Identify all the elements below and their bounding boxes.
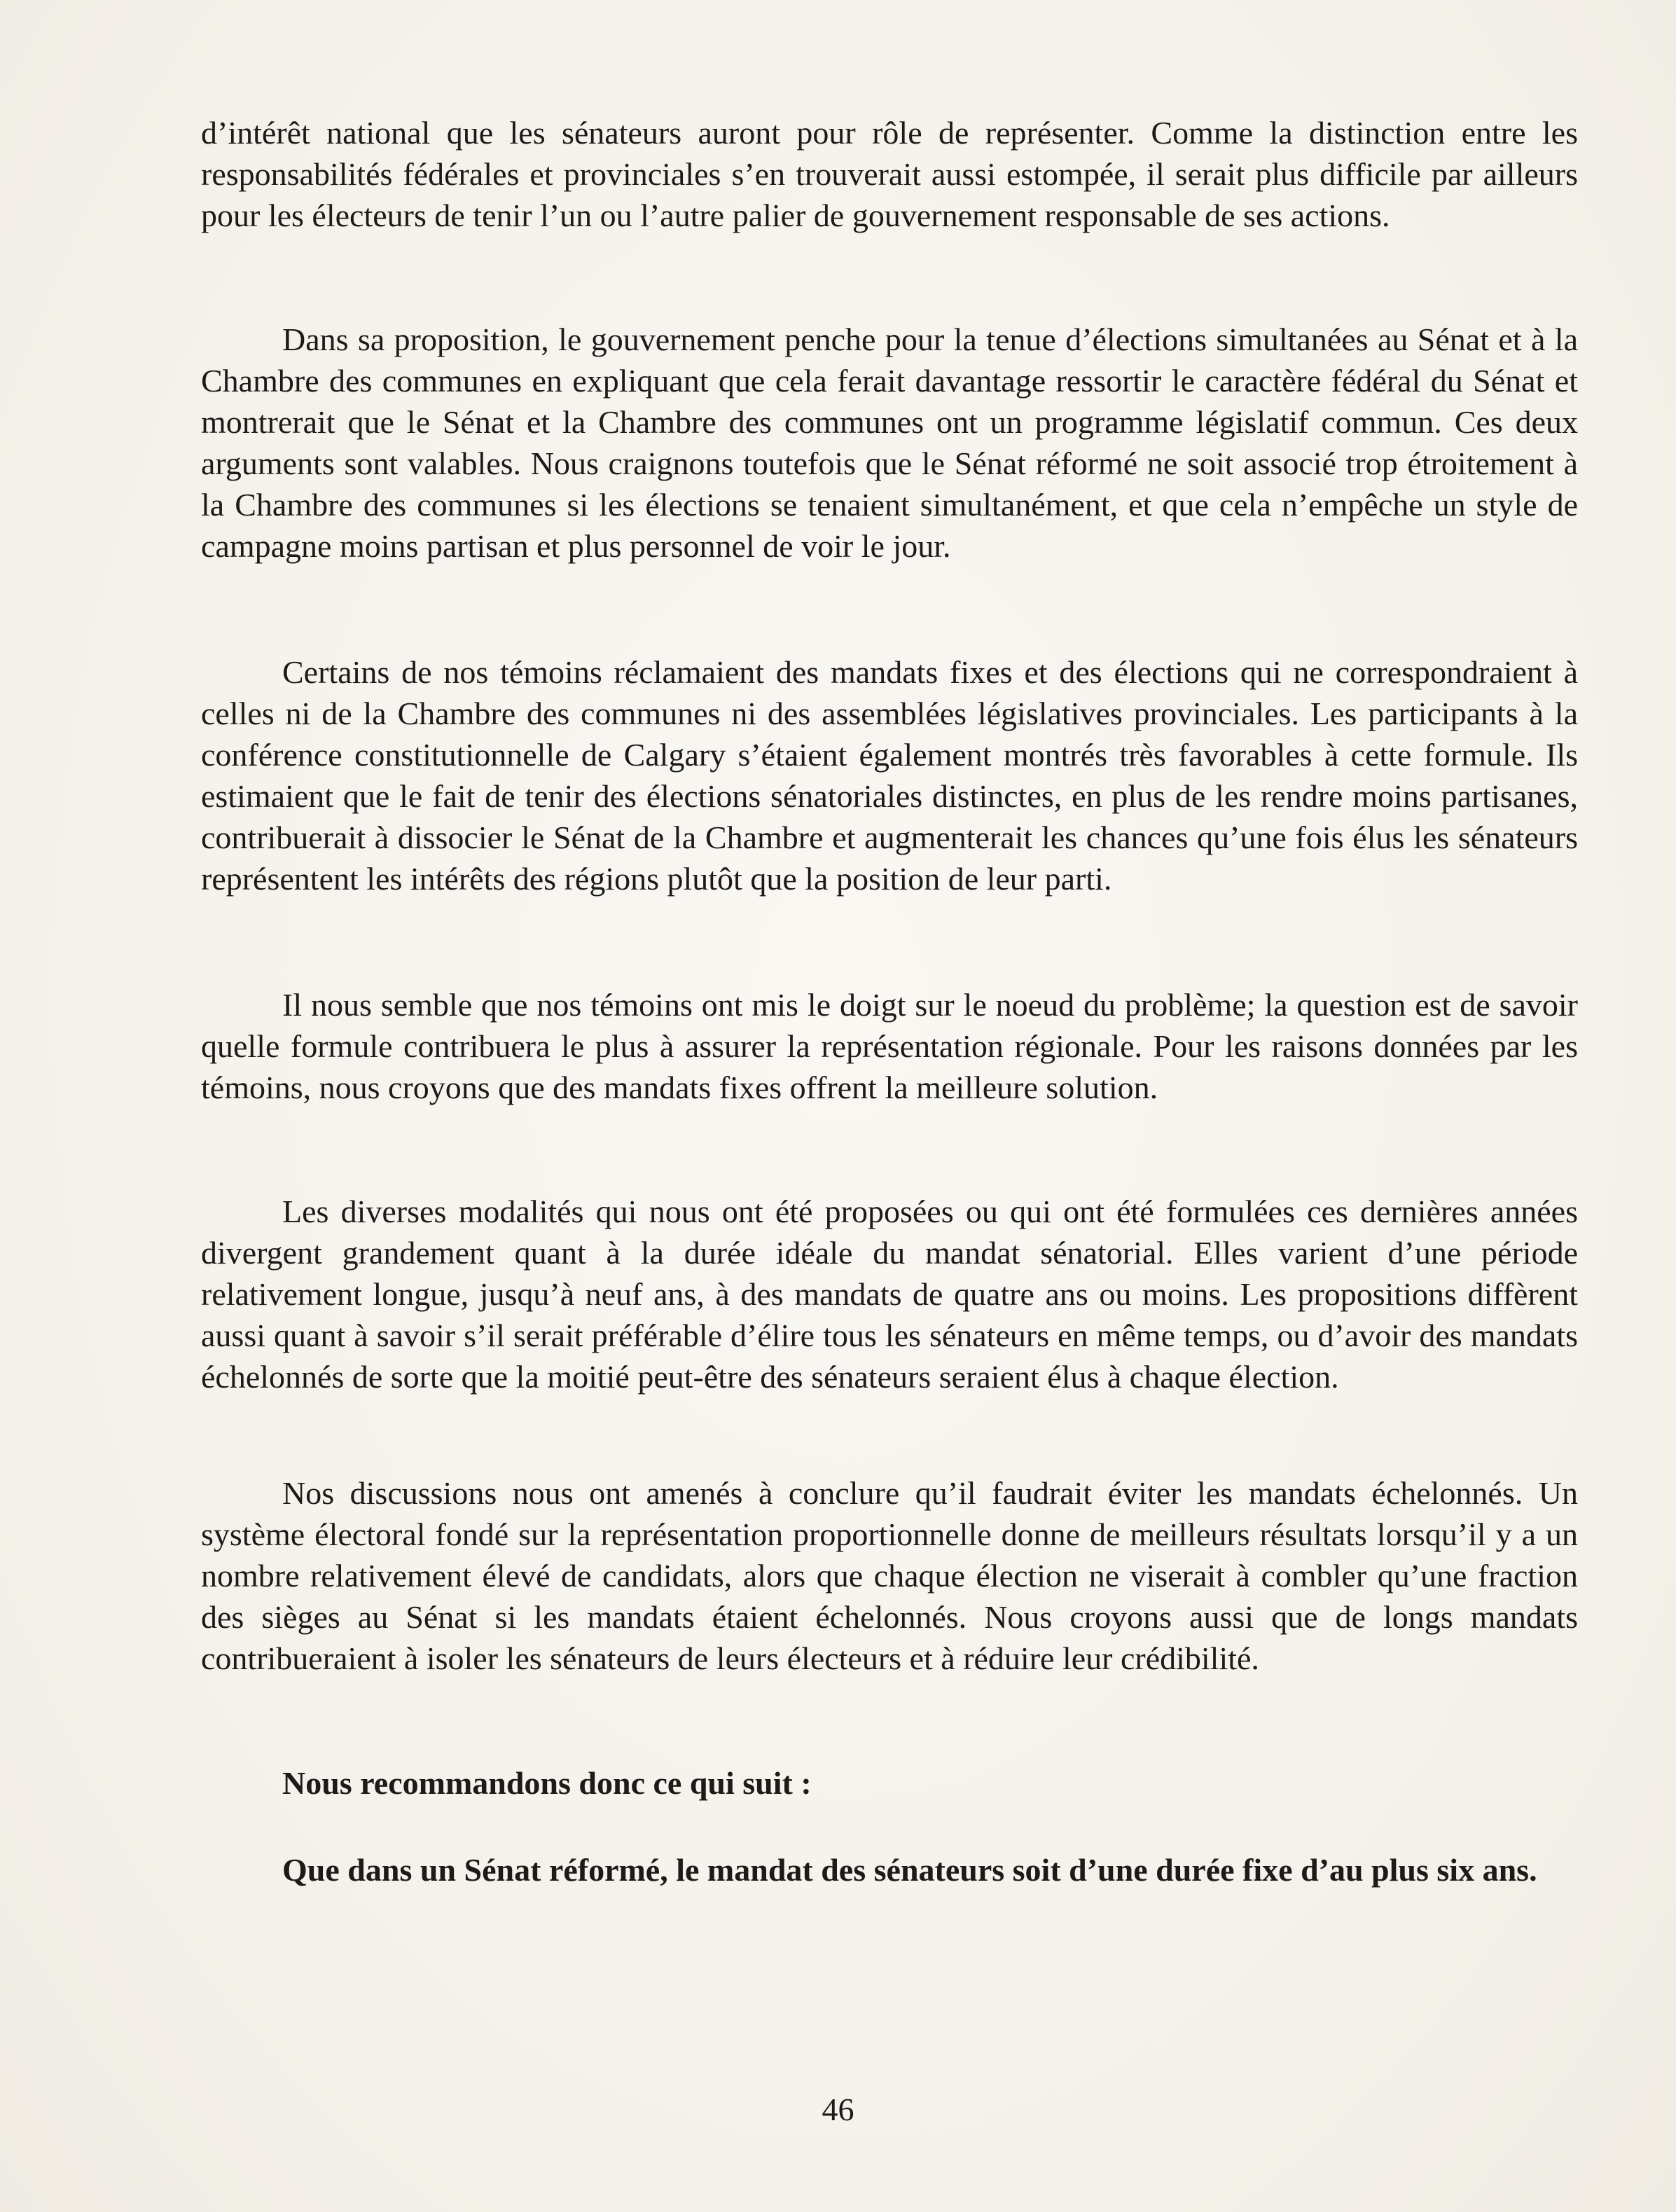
paragraph-2: Dans sa proposition, le gouvernement penche pour la tenue d’élections simultanées au Sénat et à la Chambre des communes en expliquant que cela ferait davantage ressortir le caractère fédéral du Sénat et montrerait que le Sénat et la Chambre des communes ont un programme législatif commun. Ces deux arguments sont valables. Nous craignons toutefois que le Sénat réformé ne soit associé trop étroitement à la Chambre des communes si les élections se tenaient simultanément, et que cela n’empêche un style de campagne moins partisan et plus personnel de voir le jour.	[201, 322, 1578, 564]
paragraph-4: Il nous semble que nos témoins ont mis le doigt sur le noeud du problème; la question est de savoir quelle formule contribuera le plus à assurer la représentation régionale. Pour les raisons données par les témoins, nous croyons que des mandats fixes offrent la meilleure solution.	[201, 987, 1578, 1105]
paragraph-6: Nos discussions nous ont amenés à conclure qu’il faudrait éviter les mandats échelonnés. Un système électoral fondé sur la représentation proportionnelle donne de meilleurs résultats lorsqu’il y a un nombre relativement élevé de candidats, alors que chaque élection ne viserait à combler qu’une fraction des sièges au Sénat si les mandats étaient échelonnés. Nous croyons aussi que de longs mandats contribueraient à isoler les sénateurs de leurs électeurs et à réduire leur crédibilité.	[201, 1475, 1578, 1676]
page-number: 46	[822, 2092, 854, 2127]
paragraph-1: d’intérêt national que les sénateurs auront pour rôle de représenter. Comme la distinction entre les responsabilités fédérales et provinciales s’en trouverait aussi estompée, il serait plus difficile par ailleurs pour les électeurs de tenir l’un ou l’autre palier de gouvernement responsable de ses actions.	[201, 115, 1578, 233]
recommendation-text: Que dans un Sénat réformé, le mandat des sénateurs soit d’une durée fixe d’au plus six ans.	[282, 1852, 1537, 1888]
recommendation-intro: Nous recommandons donc ce qui suit :	[282, 1765, 812, 1801]
paragraph-5: Les diverses modalités qui nous ont été proposées ou qui ont été formulées ces dernières années divergent grandement quant à la durée idéale du mandat sénatorial. Elles varient d’une période relativement longue, jusqu’à neuf ans, à des mandats de quatre ans ou moins. Les propositions diffèrent aussi quant à savoir s’il serait préférable d’élire tous les sénateurs en même temps, ou d’avoir des mandats échelonnés de sorte que la moitié peut-être des sénateurs seraient élus à chaque élection.	[201, 1194, 1578, 1395]
paragraph-3: Certains de nos témoins réclamaient des mandats fixes et des élections qui ne correspondraient à celles ni de la Chambre des communes ni des assemblées législatives provinciales. Les participants à la conférence constitutionnelle de Calgary s’étaient également montrés très favorables à cette formule. Ils estimaient que le fait de tenir des élections sénatoriales distinctes, en plus de les rendre moins partisanes, contribuerait à dissocier le Sénat de la Chambre et augmenterait les chances qu’une fois élus les sénateurs représentent les intérêts des régions plutôt que la position de leur parti.	[201, 654, 1578, 897]
